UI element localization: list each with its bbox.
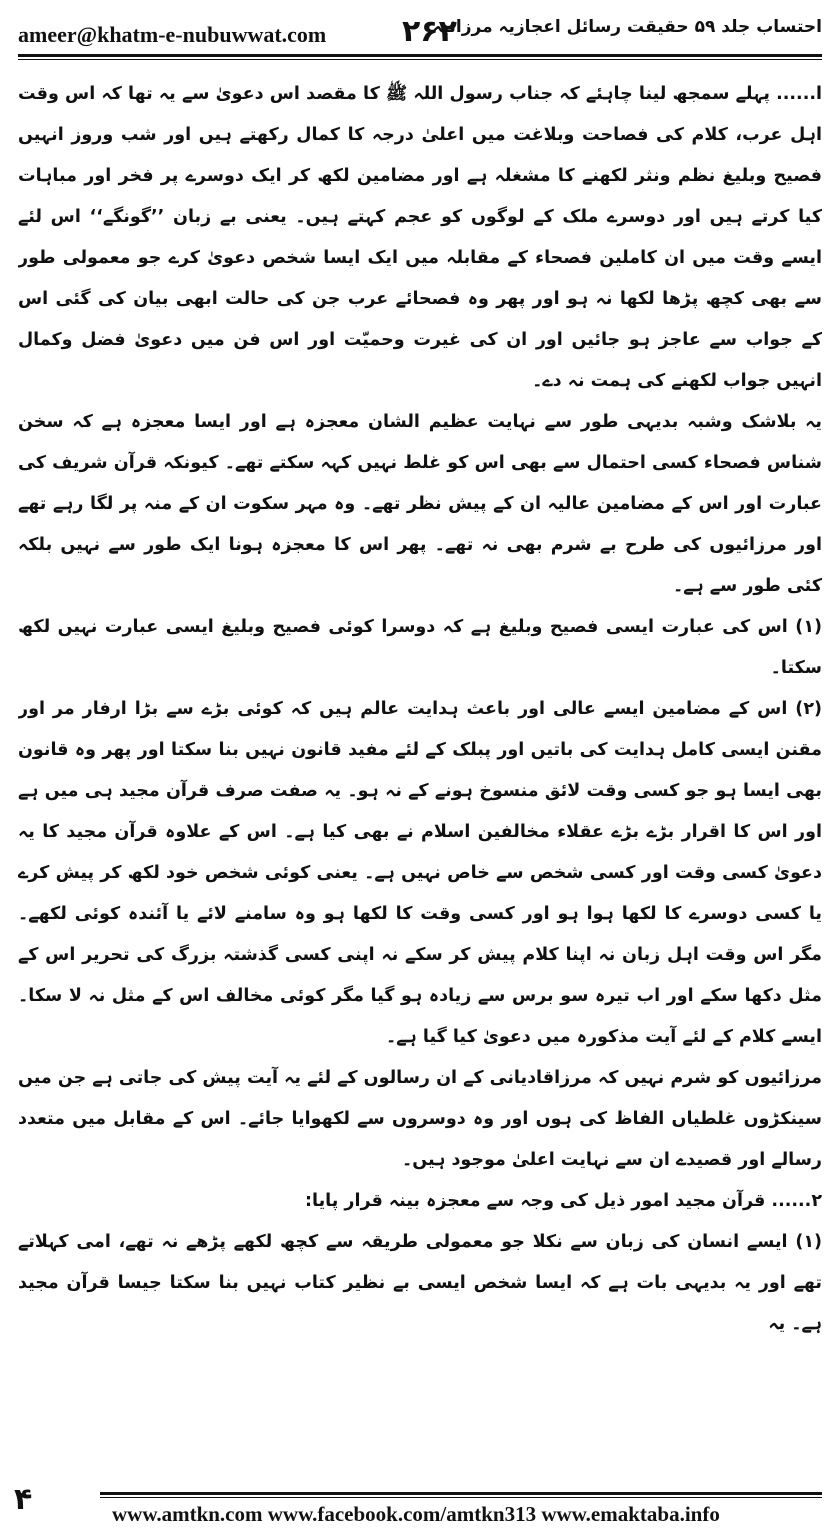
page-footer: [0, 1478, 840, 1540]
header-page-number: ۲۶۲: [402, 14, 457, 49]
paragraph-4: (۲) اس کے مضامین ایسے عالی اور باعث ہدایت عالم ہیں کہ کوئی بڑے سے بڑا ارفار مر اور مقنن ایسی کامل ہدایت کی باتیں اور پبلک کے لئے مفید قانون نہیں بنا سکتا اور پھر وہ قانون بھی ایسا ہو جو کسی وقت لائق منسوخ ہونے کے نہ ہو۔ یہ صفت صرف قرآن مجید ہی میں ہے اور اس کا اقرار بڑے بڑے عقلاء مخالفین اسلام نے بھی کیا ہے۔ اس کے علاوہ قرآن مجید کا یہ دعویٰ کسی وقت اور کسی شخص سے خاص نہیں ہے۔ یعنی کوئی شخص خود لکھ کر پیش کرے یا کسی دوسرے کا لکھا ہوا ہو اور کسی وقت کا لکھا ہو وہ سامنے لائے یا آئندہ کوئی لکھے۔ مگر اس وقت اہل زبان نہ اپنا کلام پیش کر سکے نہ اپنی کسی گذشتہ بزرگ کی تحریر اس کے مثل دکھا سکے اور اب تیرہ سو برس سے زیادہ ہو گیا مگر کوئی مخالف اس کے مثل نہ لا سکا۔ ایسے کلام کے لئے آیت مذکورہ میں دعویٰ کیا گیا ہے۔: [18, 699, 822, 1047]
header-divider-thin: [18, 59, 822, 60]
paragraph-5: مرزائیوں کو شرم نہیں کہ مرزاقادیانی کے ان رسالوں کے لئے یہ آیت پیش کی جاتی ہے جن میں سینکڑوں غلطیاں الفاظ کی ہوں اور وہ دوسروں سے لکھوایا جائے۔ اس کے مقابل میں متعدد رسالے اور قصیدے ان سے نہایت اعلیٰ موجود ہیں۔: [18, 1068, 822, 1170]
header-divider: [18, 54, 822, 57]
footer-divider: [100, 1492, 822, 1495]
footer-divider-thin: [100, 1497, 822, 1498]
paragraph-3: (۱) اس کی عبارت ایسی فصیح وبلیغ ہے کہ دوسرا کوئی فصیح وبلیغ ایسی عبارت نہیں لکھ سکتا۔: [18, 617, 822, 678]
page-header: [18, 10, 822, 56]
header-title: احتساب جلد ۵۹ حقیقت رسائل اعجازیہ مرزائیہ: [432, 17, 822, 37]
footer-page-number: ۴: [14, 1482, 33, 1517]
paragraph-2: یہ بلاشک وشبہ بدیہی طور سے نہایت عظیم الشان معجزہ ہے اور ایسا معجزہ ہے کہ سخن شناس فصحاء کسی احتمال سے بھی اس کو غلط نہیں کہہ سکتے تھے۔ کیونکہ قرآن شریف کی عبارت اور اس کے مضامین عالیہ ان کے پیش نظر تھے۔ وہ مہر سکوت ان کے منہ پر لگا رہے تھے اور مرزائیوں کی طرح بے شرم بھی نہ تھے۔ پھر اس کا معجزہ ہونا ایک طور سے نہیں بلکہ کئی طور سے ہے۔: [18, 412, 822, 596]
document-body: [18, 74, 822, 1466]
paragraph-1: ا...... پہلے سمجھ لینا چاہئے کہ جناب رسول اللہ ﷺ کا مقصد اس دعویٰ سے یہ تھا کہ اس وقت اہل عرب، کلام کی فصاحت وبلاغت میں اعلیٰ درجہ کا کمال رکھتے ہیں اور شب وروز انہیں فصیح وبلیغ نظم ونثر لکھنے کا مشغلہ ہے اور مضامین لکھ کر ایک دوسرے پر فخر اور مباہات کیا کرتے ہیں اور دوسرے ملک کے لوگوں کو عجم کہتے ہیں۔ یعنی بے زبان ’’گونگے‘‘ اس لئے ایسے وقت میں ان کاملین فصحاء کے مقابلہ میں ایک ایسا شخص دعویٰ کرے جو معمولی طور سے بھی کچھ پڑھا لکھا نہ ہو اور پھر وہ فصحائے عرب جن کی حالت ابھی بیان کی گئی اس کے جواب سے عاجز ہو جائیں اور ان کی غیرت وحمیّت اور اس فن میں دعویٰ فضل وکمال انہیں جواب لکھنے کی ہمت نہ دے۔: [18, 84, 822, 391]
paragraph-6: ۲...... قرآن مجید امور ذیل کی وجہ سے معجزہ بینہ قرار پایا:: [305, 1191, 822, 1211]
paragraph-7: (۱) ایسے انسان کی زبان سے نکلا جو معمولی طریقہ سے کچھ لکھے پڑھے نہ تھے، امی کہلاتے تھے اور یہ بدیہی بات ہے کہ ایسا شخص ایسی بے نظیر کتاب نہیں بنا سکتا جیسا قرآن مجید ہے۔ یہ: [18, 1232, 822, 1334]
header-email: ameer@khatm-e-nubuwwat.com: [18, 22, 327, 47]
footer-links: www.amtkn.com www.facebook.com/amtkn313 www.emaktaba.info: [112, 1502, 720, 1526]
